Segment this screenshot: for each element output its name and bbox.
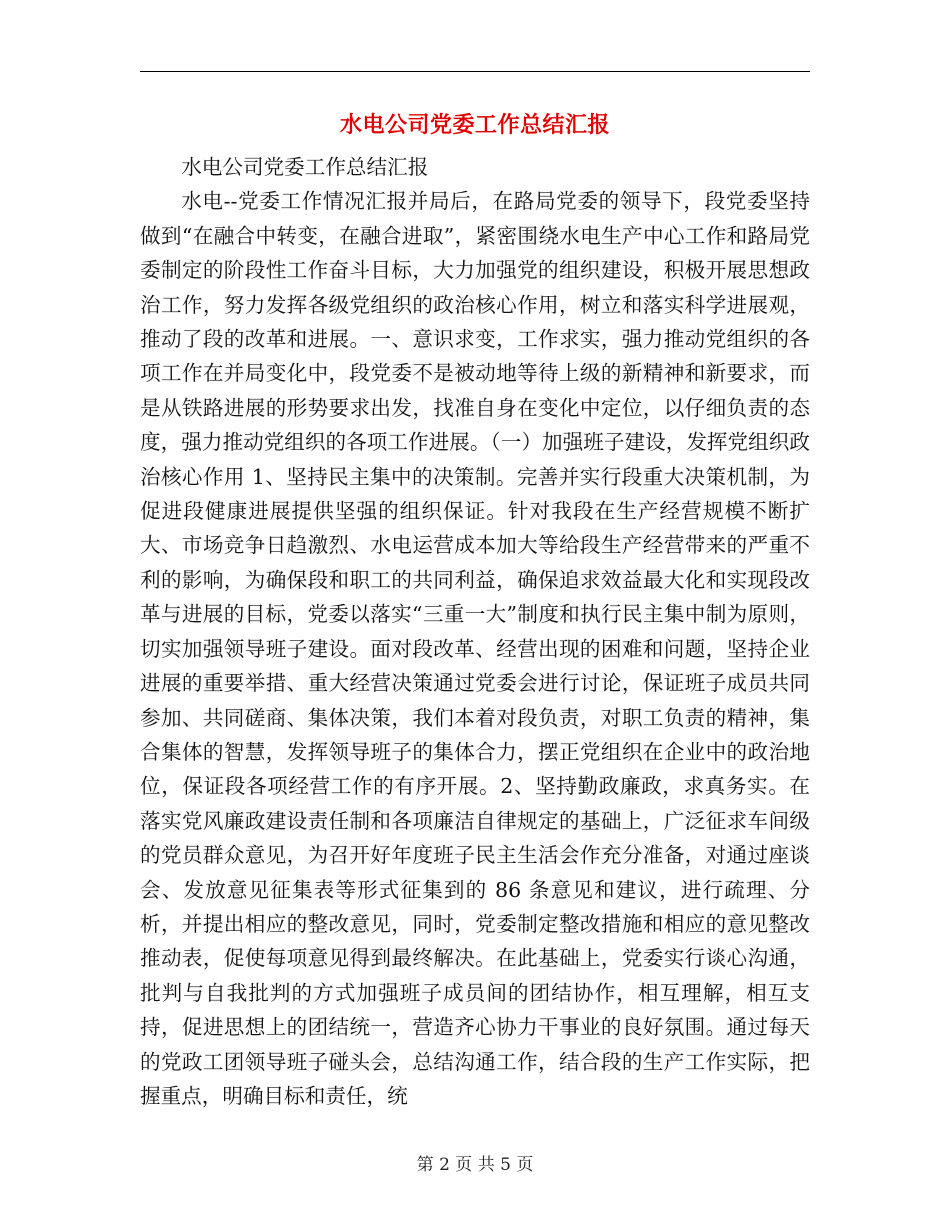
header-rule — [140, 71, 810, 72]
document-body — [140, 150, 810, 1113]
body-paragraph: 水电--党委工作情况汇报并局后，在路局党委的领导下，段党委坚持做到“在融合中转变，在融合进取”，紧密围绕水电生产中心工作和路局党委制定的阶段性工作奋斗目标，大力加强党的组织建设，积极开展思想政治工作，努力发挥各级党组织的政治核心作用，树立和落实科学进展观，推动了段的改革和进展。一、意识求变，工作求实，强力推动党组织的各项工作在并局变化中，段党委不是被动地等待上级的新精神和新要求，而是从铁路进展的形势要求出发，找准自身在变化中定位，以仔细负责的态度，强力推动党组织的各项工作进展。（一）加强班子建设，发挥党组织政治核心作用 1、坚持民主集中的决策制。完善并实行段重大决策机制，为促进段健康进展提供坚强的组织保证。针对我段在生产经营规模不断扩大、市场竞争日趋激烈、水电运营成本加大等给段生产经营带来的严重不利的影响，为确保段和职工的共同利益，确保追求效益最大化和实现段改革与进展的目标，党委以落实“三重一大”制度和执行民主集中制为原则，切实加强领导班子建设。面对段改革、经营出现的困难和问题，坚持企业进展的重要举措、重大经营决策通过党委会进行讨论，保证班子成员共同参加、共同磋商、集体决策，我们本着对段负责，对职工负责的精神，集合集体的智慧，发挥领导班子的集体合力，摆正党组织在企业中的政治地位，保证段各项经营工作的有序开展。2、坚持勤政廉政，求真务实。在落实党风廉政建设责任制和各项廉洁自律规定的基础上，广泛征求车间级的党员群众意见，为召开好年度班子民主生活会作充分准备，对通过座谈会、发放意见征集表等形式征集到的 86 条意见和建议，进行疏理、分析，并提出相应的整改意见，同时，党委制定整改措施和相应的意见整改推动表，促使每项意见得到最终解决。在此基础上，党委实行谈心沟通，批判与自我批判的方式加强班子成员间的团结协作，相互理解，相互支持，促进思想上的团结统一，营造齐心协力干事业的良好氛围。通过每天的党政工团领导班子碰头会，总结沟通工作，结合段的生产工作实际，把握重点，明确目标和责任，统 — [140, 189, 810, 1108]
document-title: 水电公司党委工作总结汇报 — [339, 112, 610, 138]
body-paragraph: 水电公司党委工作总结汇报 — [181, 155, 429, 179]
page-number: 第 2 页 共 5 页 — [416, 1155, 534, 1175]
